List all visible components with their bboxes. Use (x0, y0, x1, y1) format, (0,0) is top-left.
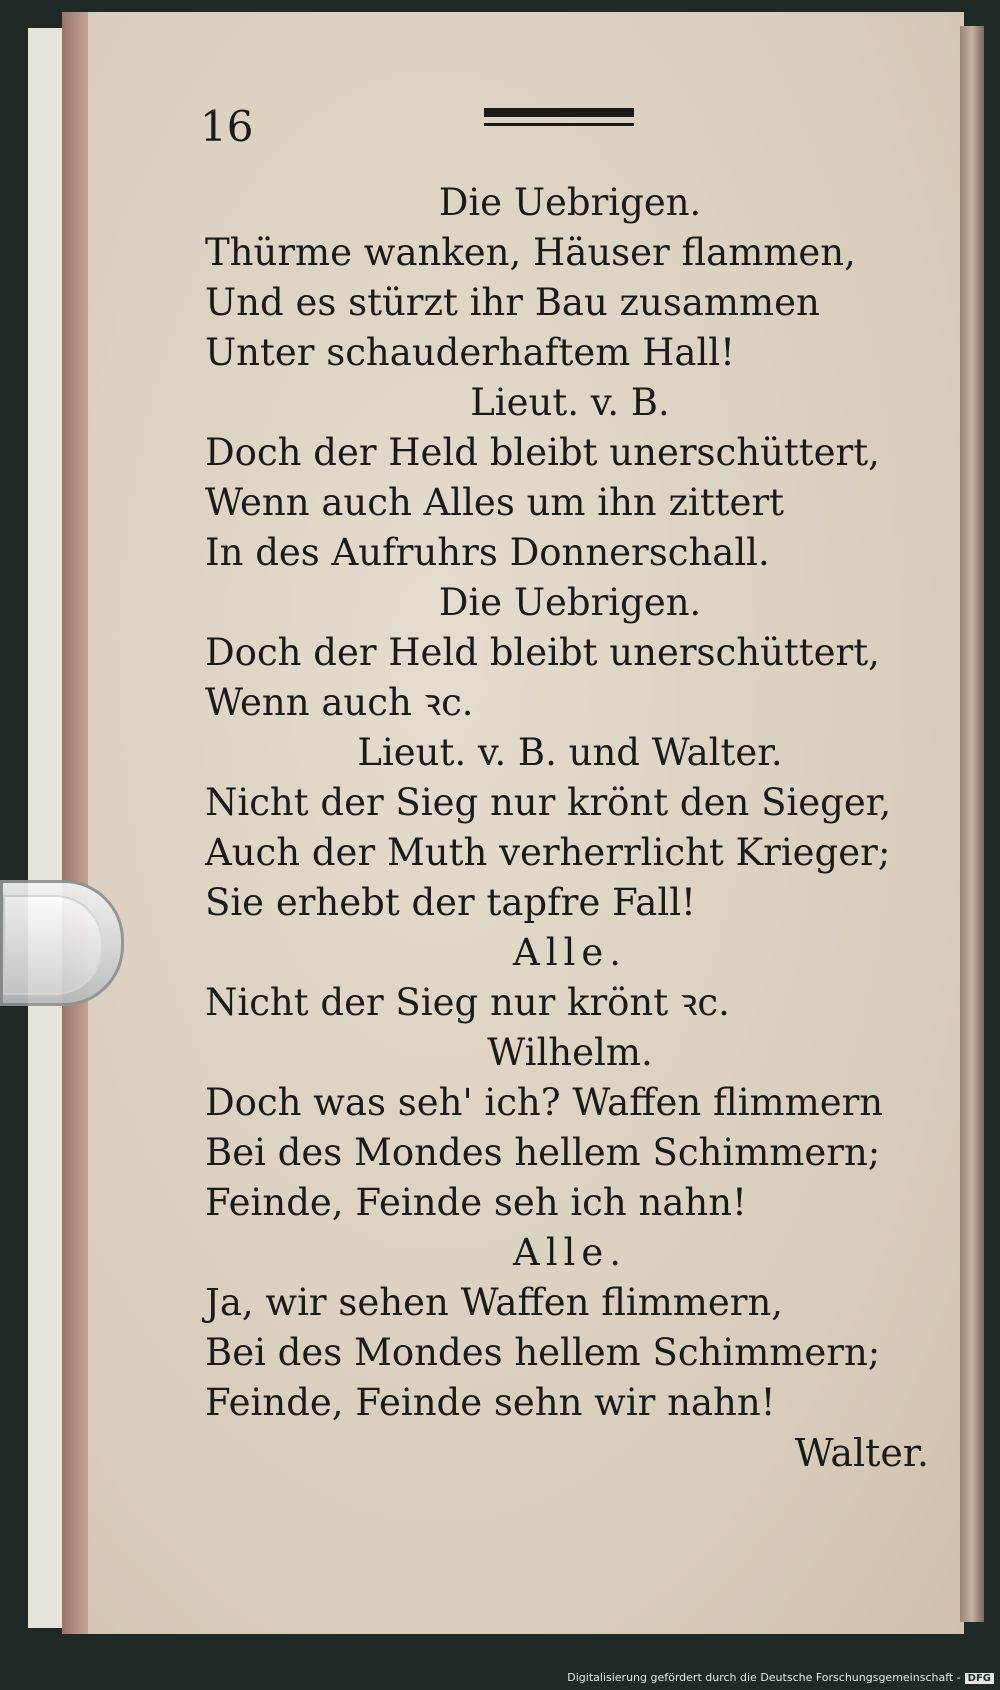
speaker-heading: Alle. (512, 931, 628, 974)
verse-line: In des Aufruhrs Donnerschall. (205, 531, 770, 574)
credit-text: Digitalisierung gefördert durch die Deutsche Forschungsgemeinschaft - (567, 1671, 961, 1684)
verse-line: Bei des Mondes hellem Schimmern; (205, 1131, 881, 1174)
verse-line: Wenn auch ꝛc. (205, 681, 474, 724)
verse-line: Doch der Held bleibt unerschüttert, (205, 631, 880, 674)
verse-text-block (205, 178, 935, 1478)
verse-line: Und es stürzt ihr Bau zusammen (205, 281, 820, 324)
right-page-edge (960, 26, 984, 1622)
verse-line: Feinde, Feinde seh ich nahn! (205, 1181, 747, 1224)
digitization-credit (567, 1671, 994, 1684)
verse-line: Thürme wanken, Häuser flammen, (205, 231, 856, 274)
verse-line: Feinde, Feinde sehn wir nahn! (205, 1381, 776, 1424)
verse-line: Bei des Mondes hellem Schimmern; (205, 1331, 881, 1374)
verse-line: Nicht der Sieg nur krönt ꝛc. (205, 981, 730, 1024)
verse-line: Auch der Muth verherrlicht Krieger; (205, 831, 891, 874)
speaker-heading: Wilhelm. (487, 1031, 653, 1074)
speaker-heading: Alle. (512, 1231, 628, 1274)
page-number: 16 (200, 102, 254, 151)
catchword: Walter. (794, 1431, 929, 1475)
header-rule-ornament (484, 108, 634, 126)
verse-line: Ja, wir sehen Waffen flimmern, (205, 1281, 784, 1324)
verse-line: Unter schauderhaftem Hall! (205, 331, 735, 374)
dfg-logo: DFG (965, 1673, 994, 1684)
verse-line: Nicht der Sieg nur krönt den Sieger, (205, 781, 892, 824)
page-clip (0, 880, 124, 1006)
verse-line: Sie erhebt der tapfre Fall! (205, 881, 696, 924)
verse-line: Wenn auch Alles um ihn zittert (205, 481, 785, 524)
speaker-heading: Lieut. v. B. (470, 381, 670, 424)
speaker-heading: Die Uebrigen. (438, 181, 702, 224)
verse-line: Doch was seh' ich? Waffen flimmern (205, 1081, 884, 1124)
speaker-heading: Lieut. v. B. und Walter. (357, 731, 783, 774)
speaker-heading: Die Uebrigen. (438, 581, 702, 624)
verse-line: Doch der Held bleibt unerschüttert, (205, 431, 880, 474)
